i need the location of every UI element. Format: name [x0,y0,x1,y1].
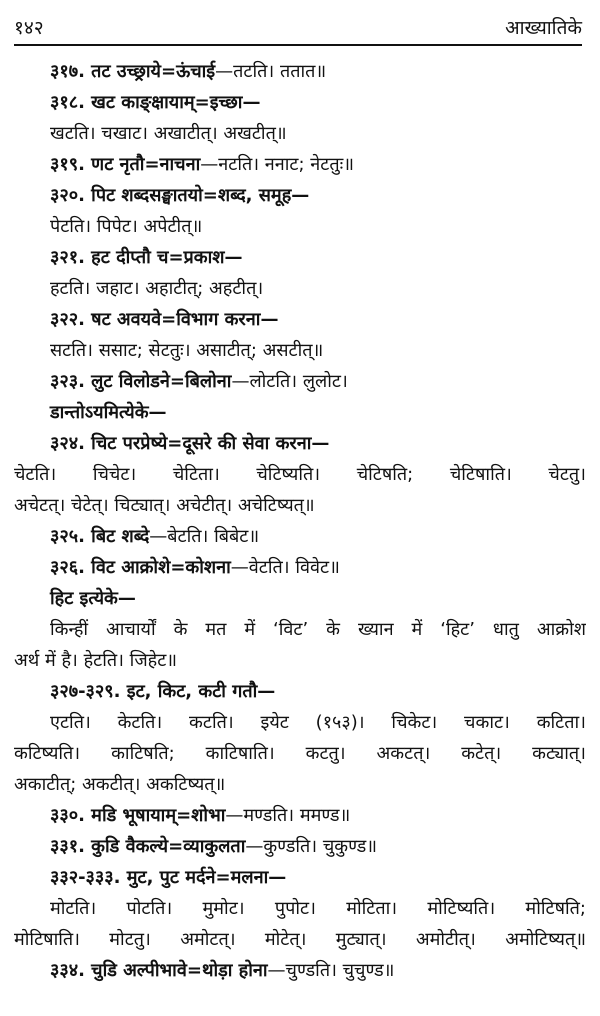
entry-forms: —तटति। ततात॥ [215,61,327,82]
entry-heading: हिट इत्येके— [50,588,136,609]
entry-heading: ३१९. णट नृतौ=नाचना [50,154,201,175]
conjugation-line: अर्थ में है। हेटति। जिहेट॥ [14,650,178,671]
conjugation-line: पेटति। पिपेट। अपेटीत्॥ [50,216,203,237]
page-body [14,56,586,986]
entry-heading: ३२७-३२९. इट, किट, कटी गतौ— [50,681,276,702]
sutra-entry [14,521,586,552]
entry-heading: ३२६. विट आक्रोशे=कोशना [50,557,231,578]
entry-heading: ३१७. तट उच्छ्राये=ऊंचाई [50,61,216,82]
sutra-entry [14,242,586,273]
sutra-entry [14,87,586,118]
sutra-entry [14,800,586,831]
sutra-entry [14,397,586,428]
entry-heading: ३२४. चिट परप्रेष्ये=दूसरे की सेवा करना— [50,433,330,454]
sutra-entry [14,676,586,707]
entry-heading: ३३१. कुडि वैकल्ये=व्याकुलता [50,836,246,857]
entry-forms: —चुण्डति। चुचुण्ड॥ [267,960,395,981]
page-number: १४२ [14,17,44,39]
sutra-entry [14,366,586,397]
conjugation-line: हटति। जहाट। अहाटीत्; अहटीत्। [50,278,264,299]
sutra-entry [14,831,586,862]
sutra-entry [14,428,586,459]
entry-heading: ३२५. बिट शब्दे [50,526,150,547]
sutra-entry [14,304,586,335]
conjugation-line: अकाटीत्; अकटीत्। अकटिष्यत्॥ [14,774,226,795]
conjugation-line: खटति। चखाट। अखाटीत्। अखटीत्॥ [50,123,287,144]
sutra-entry [14,180,586,211]
running-head: आख्यातिके [505,17,582,39]
entry-heading: ३२०. पिट शब्दसङ्घातयो=शब्द, समूह— [50,185,310,206]
entry-heading: डान्तोऽयमित्येके— [50,402,167,423]
conjugation-line: कटिष्यति। काटिषति; काटिषाति। कटतु। अकटत्। कटेत्। कट्यात्। [14,743,586,764]
sutra-entry [14,955,586,986]
entry-forms: —मण्डति। ममण्ड॥ [225,805,351,826]
conjugation-line: सटति। ससाट; सेटतुः। असाटीत्; असटीत्॥ [50,340,324,361]
entry-forms: —बेटति। बिबेट॥ [149,526,260,547]
conjugation-line: मोटिषाति। मोटतु। अमोटत्। मोटेत्। मुट्यात्। अमोटीत्। अमोटिष्यत्॥ [14,929,586,950]
entry-heading: ३३४. चुडि अल्पीभावे=थोड़ा होना [50,960,268,981]
entry-forms: —वेटति। विवेट॥ [230,557,340,578]
page-header [14,10,582,46]
sutra-entry [14,583,586,614]
conjugation-line: चेटति। चिचेट। चेटिता। चेटिष्यति। चेटिषति; चेटिषाति। चेटतु। [14,464,586,485]
entry-heading: ३१८. खट काङ्क्षायाम्=इच्छा— [50,92,261,113]
entry-forms: —नटति। ननाट; नेटतुः॥ [200,154,355,175]
conjugation-line: अचेटत्। चेटेत्। चिट्यात्। अचेटीत्। अचेटिष्यत्॥ [14,495,315,516]
conjugation-line: मोटति। पोटति। मुमोट। पुपोट। मोटिता। मोटिष्यति। मोटिषति; [50,898,586,919]
conjugation-line: एटति। केटति। कटति। इयेट (१५३)। चिकेट। चकाट। कटिता। [50,712,586,733]
entry-heading: ३३२-३३३. मुट, पुट मर्दने=मलना— [50,867,287,888]
sutra-entry [14,862,586,893]
sutra-entry [14,56,586,87]
entry-forms: —कुण्डति। चुकुण्ड॥ [245,836,378,857]
entry-heading: ३२२. षट अवयवे=विभाग करना— [50,309,279,330]
sutra-entry [14,552,586,583]
entry-forms: —लोटति। लुलोट। [231,371,348,392]
conjugation-line: किन्हीं आचार्यों के मत में ‘विट’ के ख्यान में ‘हिट’ धातु आक्रोश [50,619,586,640]
entry-heading: ३३०. मडि भूषायाम्=शोभा [50,805,226,826]
entry-heading: ३२३. लुट विलोडने=बिलोना [50,371,232,392]
entry-heading: ३२१. हट दीप्तौ च=प्रकाश— [50,247,243,268]
sutra-entry [14,149,586,180]
